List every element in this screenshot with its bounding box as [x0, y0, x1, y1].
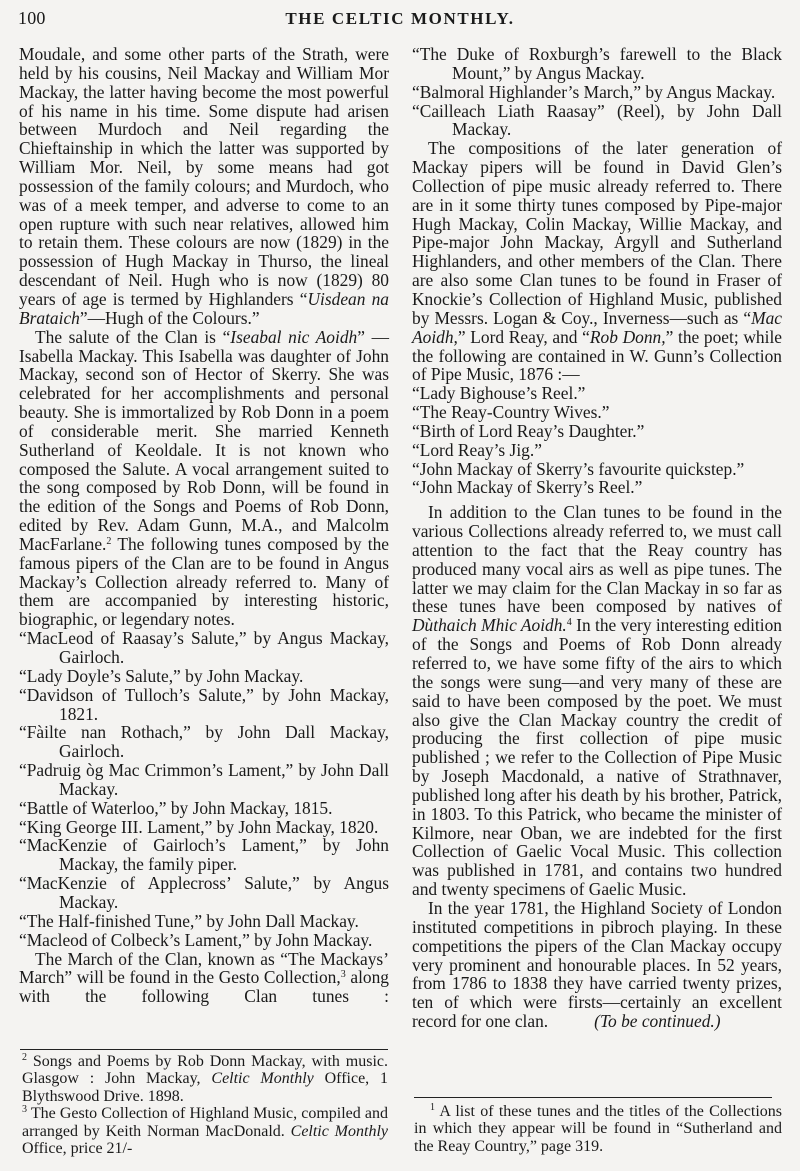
gunn-tune-item: “John Mackay of Skerry’s Reel.”	[412, 477, 643, 498]
footnote-divider	[414, 1097, 772, 1098]
tune-list-item: “Balmoral Highlander’s March,” by Angus Mackay.	[412, 81, 776, 102]
gaelic-phrase: Rob Donn,	[589, 326, 666, 347]
running-head	[18, 6, 782, 32]
gaelic-phrase: Iseabal nic Aoidh	[230, 326, 358, 347]
paragraph-competitions: In the year 1781, the Highland Society of London instituted competitions in pibroch playing. In these competitions the pipers of the Clan Mackay occupy very prominent and honourable places. In 52 years, from 1786 to 1838 they have carried twenty prizes, ten of which were firsts—certainly an excellent record for one clan. (To be continued.)	[412, 897, 782, 1032]
journal-title: THE CELTIC MONTHLY.	[285, 9, 515, 28]
tune-list-item: “Macleod of Colbeck’s Lament,” by John Mackay.	[19, 929, 373, 950]
left-column	[19, 45, 389, 1006]
tune-list-item: “The Half-finished Tune,” by John Dall Mackay.	[19, 910, 359, 931]
tune-list-item: “Cailleach Liath Raasay” (Reel), by John Dall Mackay.	[412, 100, 782, 140]
paragraph-march: The March of the Clan, known as “The Mackays’ March” will be found in the Gesto Collection,$^3$ along with the following Clan tunes :	[19, 948, 390, 1007]
tune-list-item: “Lady Doyle’s Salute,” by John Mackay.	[19, 665, 304, 686]
gunn-tune-item: “The Reay-Country Wives.”	[412, 402, 610, 423]
left-footnotes	[22, 1053, 388, 1157]
gunn-tune-item: “Lady Bighouse’s Reel.”	[412, 383, 586, 404]
gaelic-phrase: Dùthaich Mhic Aoidh.	[412, 615, 567, 636]
footnote-2: $^2$ Songs and Poems by Rob Donn Mackay, with music. Glasgow : John Mackay, Celtic Monthly Office, 1 Blythswood Drive. 1898.	[22, 1052, 389, 1105]
footnote-3: $^3$ The Gesto Collection of Highland Music, compiled and arranged by Keith Norman MacDonald. Celtic Monthly Office, price 21/-	[22, 1104, 389, 1158]
right-column	[412, 45, 782, 1031]
footnote-ref[interactable]: 2	[106, 535, 112, 547]
tune-list-item: “Davidson of Tulloch’s Salute,” by John Mackay, 1821.	[19, 684, 389, 724]
tune-list-item: “MacKenzie of Applecross’ Salute,” by Angus Mackay.	[19, 873, 389, 912]
tune-list-item: “Padruig òg Mac Crimmon’s Lament,” by John Dall Mackay.	[19, 760, 389, 799]
tune-list-item: “Fàilte nan Rothach,” by John Dall Mackay, Gairloch.	[19, 722, 389, 762]
tune-list-item: “King George III. Lament,” by John Mackay, 1820.	[19, 816, 379, 837]
paragraph-later-generation: The compositions of the later generation of Mackay pipers will be found in David Glen’s Collection of pipe music already referred to. There are in it some thirty tunes composed by Pipe-major Hugh Mackay, Colin Mackay, Willie Mackay, and Pipe-major John Mackay, Argyll and Sutherland Highlanders, and other members of the Clan. There are also some Clan tunes to be found in Fraser of Knockie’s Collection of Highland Music, published by Messrs. Logan & Coy., Inverness—such as “Mac Aoidh,” Lord Reay, and “Rob Donn,” the poet; while the following are contained in W. Gunn’s Collection of Pipe Music, 1876 :—	[412, 138, 782, 385]
paragraph-vocal-airs: In addition to the Clan tunes to be found in the various Collections already referred to, we must call attention to the fact that the Reay country has produced many vocal airs as well as pipe tunes. The latter we may claim for the Clan Mackay in so far as these tunes have been composed by natives of Dùthaich Mhic Aoidh.$^4$ In the very interesting edition of the Songs and Poems of Rob Donn already referred to, we have some fifty of the airs to which the songs were sung—and very many of these are said to have been composed by the poet. We must also give the Clan Mackay country the credit of producing the first collection of pipe music published ; we refer to the Collection of Pipe Music by Joseph Macdonald, a native of Strathnaver, published long after his death by his brother, Patrick, in 1803. To this Patrick, who became the minister of Kilmore, near Oban, we are indebted for the first Collection of Gaelic Vocal Music. This collection was published in 1781, and contains two hundred and twenty specimens of Gaelic Music.	[412, 502, 782, 900]
paragraph-chieftainship: Moudale, and some other parts of the Strath, were held by his cousins, Neil Mackay and William Mor Mackay, the latter having become the most powerful of his name in his time. Some dispute had arisen between Murdoch and Neil regarding the Chieftainship in which the latter was supported by William Mor. Neil, by some means had got possession of the family colours; and Murdoch, who was of a meek temper, and adverse to come to an open rupture with such near relatives, allowed him to retain them. These colours are now (1829) in the possession of Hugh Mackay in Thurso, the lineal descendant of Neil. Hugh who is now (1829) 80 years of age is termed by Highlanders “Uisdean na Brataich”—Hugh of the Colours.”	[19, 44, 390, 328]
gunn-tune-item: “Birth of Lord Reay’s Daughter.”	[412, 420, 645, 441]
gunn-tune-item: “Lord Reay’s Jig.”	[412, 439, 542, 460]
right-footnotes	[414, 1103, 782, 1155]
to-be-continued: (To be continued.)	[594, 1011, 721, 1032]
tune-list-item: “MacLeod of Raasay’s Salute,” by Angus Mackay, Gairloch.	[19, 628, 389, 667]
gaelic-phrase: Mac Aoidh,	[412, 307, 782, 347]
tune-list-item: “Battle of Waterloo,” by John Mackay, 1815.	[19, 797, 333, 818]
tune-list-item: “MacKenzie of Gairloch’s Lament,” by John Mackay, the family piper.	[19, 835, 389, 875]
gunn-tune-item: “John Mackay of Skerry’s favourite quickstep.”	[412, 458, 745, 479]
gaelic-phrase: Uisdean na Brataich	[19, 288, 390, 328]
footnote-divider	[20, 1049, 388, 1050]
page-number: 100	[18, 8, 46, 28]
footnote-ref[interactable]: 3	[340, 969, 346, 981]
paragraph-salute: The salute of the Clan is “Iseabal nic Aoidh” —Isabella Mackay. This Isabella was daughter of John Mackay, second son of Hector of Skerry. She was celebrated for her accomplishments and personal beauty. She is immortalized by Rob Donn in a poem of considerable merit. She married Kenneth Sutherland of Keoldale. It is not known who composed the Salute. A vocal arrangement suited to the song composed by Rob Donn, will be found in the edition of the Songs and Poems of Rob Donn, edited by Rev. Adam Gunn, M.A., and Malcolm MacFarlane.$^2$ The following tunes composed by the famous pipers of the Clan are to be found in Angus Mackay’s Collection already referred to. Many of them are accompanied by interesting historic, biographic, or legendary notes.	[19, 326, 389, 630]
tune-list-item: “The Duke of Roxburgh’s farewell to the Black Mount,” by Angus Mackay.	[412, 44, 782, 83]
footnote-1: $^1$ A list of these tunes and the titles of the Collections in which they appear will be found in “Sutherland and the Reay Country,” page 319.	[414, 1102, 782, 1155]
footnote-ref[interactable]: 4	[566, 617, 572, 629]
